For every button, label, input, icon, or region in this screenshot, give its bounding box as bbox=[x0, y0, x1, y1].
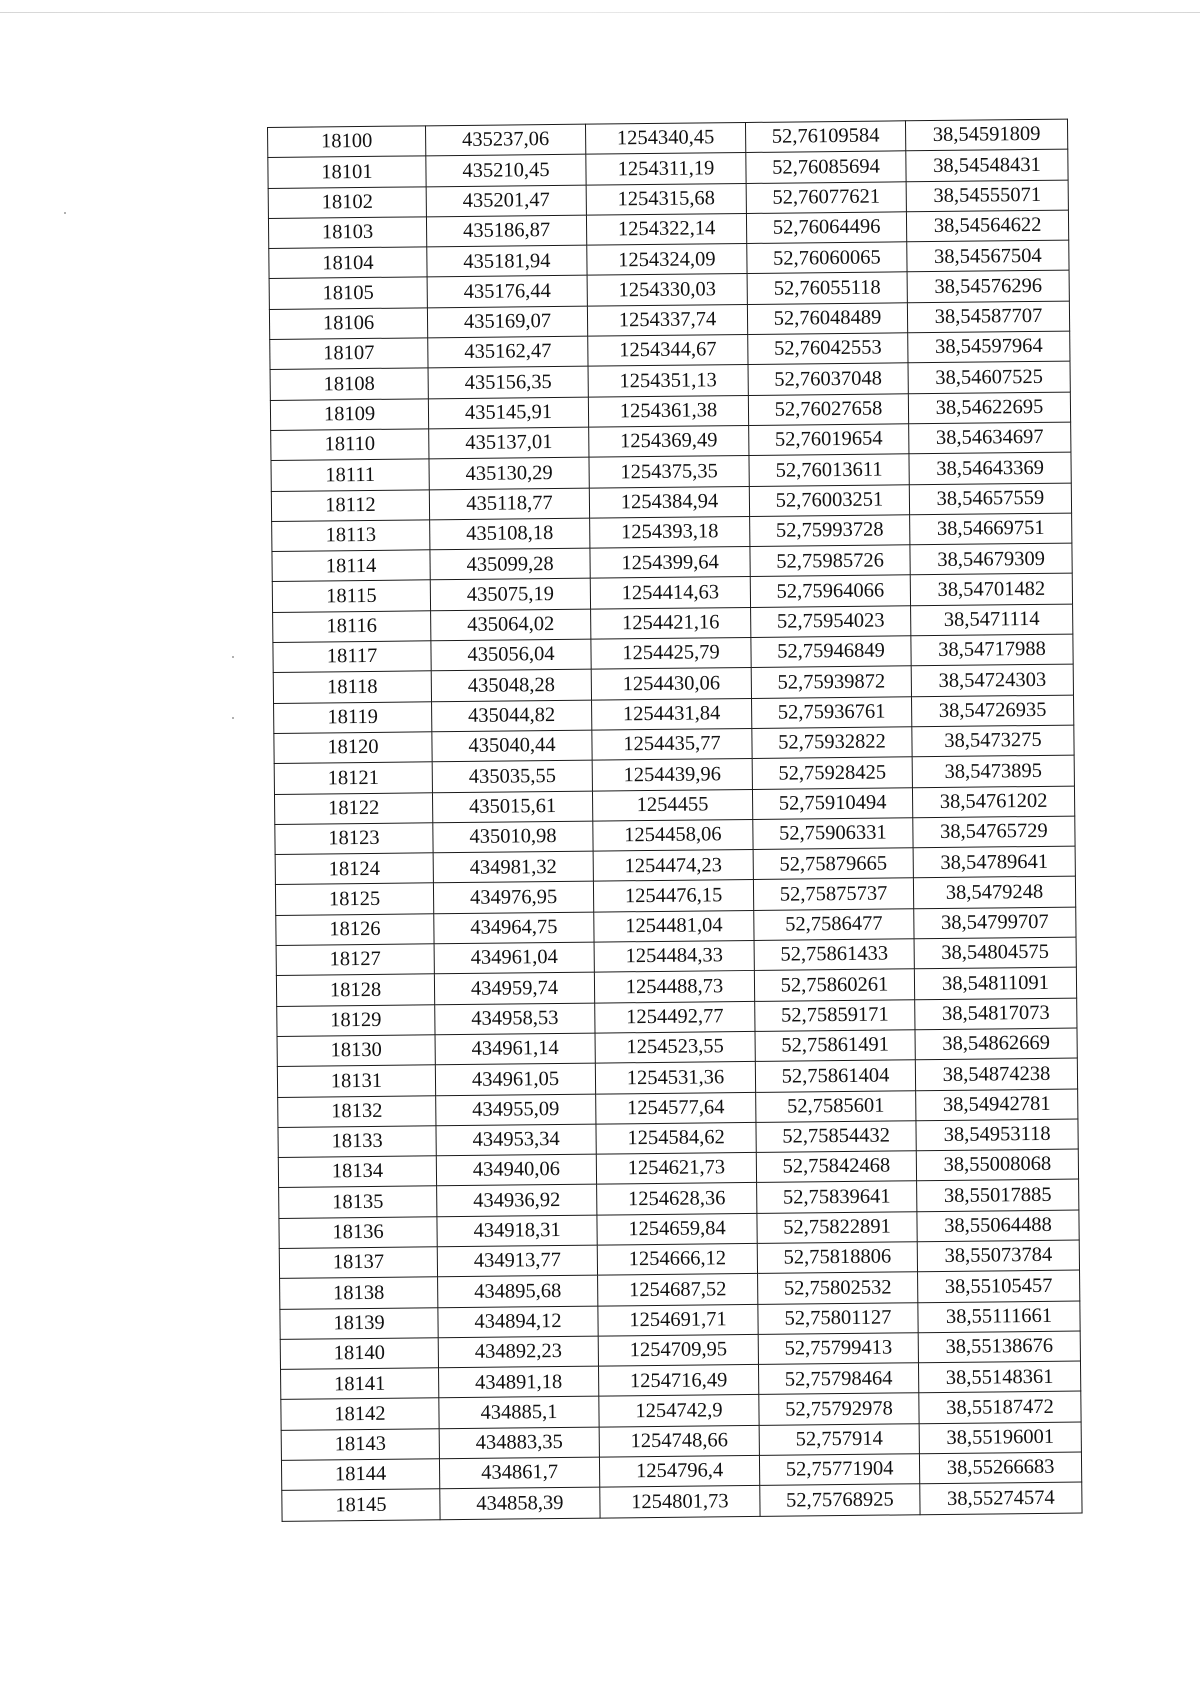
latitude-cell: 52,75993728 bbox=[750, 515, 910, 547]
y-coordinate-cell: 1254361,38 bbox=[588, 395, 748, 427]
longitude-cell: 38,54942781 bbox=[916, 1089, 1078, 1121]
y-coordinate-cell: 1254421,16 bbox=[591, 607, 751, 639]
coordinates-table-container bbox=[267, 119, 1082, 1522]
y-coordinate-cell: 1254716,49 bbox=[598, 1365, 758, 1397]
y-coordinate-cell: 1254523,55 bbox=[595, 1031, 755, 1063]
x-coordinate-cell: 434955,09 bbox=[436, 1094, 596, 1126]
y-coordinate-cell: 1254430,06 bbox=[591, 668, 751, 700]
latitude-cell: 52,75861491 bbox=[755, 1030, 915, 1062]
point-number-cell: 18130 bbox=[277, 1035, 435, 1067]
latitude-cell: 52,7585601 bbox=[756, 1090, 916, 1122]
longitude-cell: 38,54679309 bbox=[910, 543, 1072, 575]
point-number-cell: 18100 bbox=[268, 126, 426, 158]
latitude-cell: 52,75801127 bbox=[758, 1302, 918, 1334]
coordinates-table-body bbox=[268, 119, 1083, 1521]
latitude-cell: 52,75802532 bbox=[758, 1272, 918, 1304]
latitude-cell: 52,75879665 bbox=[753, 848, 913, 880]
x-coordinate-cell: 434958,53 bbox=[435, 1003, 595, 1035]
x-coordinate-cell: 435099,28 bbox=[430, 548, 590, 580]
x-coordinate-cell: 434961,04 bbox=[434, 942, 594, 974]
point-number-cell: 18104 bbox=[269, 247, 427, 279]
x-coordinate-cell: 434895,68 bbox=[438, 1275, 598, 1307]
y-coordinate-cell: 1254399,64 bbox=[590, 547, 750, 579]
y-coordinate-cell: 1254340,45 bbox=[585, 122, 745, 154]
y-coordinate-cell: 1254315,68 bbox=[586, 183, 746, 215]
latitude-cell: 52,75985726 bbox=[750, 545, 910, 577]
y-coordinate-cell: 1254659,84 bbox=[597, 1213, 757, 1245]
longitude-cell: 38,55266683 bbox=[919, 1452, 1081, 1484]
point-number-cell: 18123 bbox=[275, 823, 433, 855]
y-coordinate-cell: 1254458,06 bbox=[593, 819, 753, 851]
point-number-cell: 18125 bbox=[275, 883, 433, 915]
x-coordinate-cell: 435181,94 bbox=[427, 245, 587, 277]
y-coordinate-cell: 1254621,73 bbox=[596, 1153, 756, 1185]
longitude-cell: 38,54789641 bbox=[913, 846, 1075, 878]
y-coordinate-cell: 1254324,09 bbox=[587, 244, 747, 276]
latitude-cell: 52,76042553 bbox=[748, 333, 908, 365]
scan-speck bbox=[232, 656, 234, 658]
x-coordinate-cell: 434894,12 bbox=[438, 1306, 598, 1338]
point-number-cell: 18107 bbox=[270, 338, 428, 370]
longitude-cell: 38,54591809 bbox=[905, 119, 1067, 151]
latitude-cell: 52,76048489 bbox=[747, 303, 907, 335]
x-coordinate-cell: 435145,91 bbox=[428, 397, 588, 429]
longitude-cell: 38,54669751 bbox=[910, 513, 1072, 545]
point-number-cell: 18133 bbox=[278, 1126, 436, 1158]
x-coordinate-cell: 435040,44 bbox=[432, 730, 592, 762]
x-coordinate-cell: 435015,61 bbox=[432, 791, 592, 823]
point-number-cell: 18115 bbox=[272, 580, 430, 612]
x-coordinate-cell: 435118,77 bbox=[429, 488, 589, 520]
x-coordinate-cell: 435210,45 bbox=[426, 154, 586, 186]
scan-speck bbox=[232, 717, 234, 719]
point-number-cell: 18117 bbox=[273, 641, 431, 673]
longitude-cell: 38,54724303 bbox=[911, 664, 1073, 696]
point-number-cell: 18126 bbox=[276, 914, 434, 946]
latitude-cell: 52,75936761 bbox=[752, 696, 912, 728]
point-number-cell: 18132 bbox=[278, 1095, 436, 1127]
longitude-cell: 38,54607525 bbox=[908, 361, 1070, 393]
y-coordinate-cell: 1254431,84 bbox=[592, 698, 752, 730]
longitude-cell: 38,55196001 bbox=[919, 1422, 1081, 1454]
point-number-cell: 18103 bbox=[268, 217, 426, 249]
point-number-cell: 18102 bbox=[268, 186, 426, 218]
longitude-cell: 38,54811091 bbox=[914, 967, 1076, 999]
longitude-cell: 38,55105457 bbox=[918, 1270, 1080, 1302]
point-number-cell: 18128 bbox=[276, 974, 434, 1006]
x-coordinate-cell: 434964,75 bbox=[434, 912, 594, 944]
longitude-cell: 38,55274574 bbox=[920, 1482, 1082, 1514]
longitude-cell: 38,54862669 bbox=[915, 1028, 1077, 1060]
point-number-cell: 18144 bbox=[281, 1459, 439, 1491]
latitude-cell: 52,75946849 bbox=[751, 636, 911, 668]
latitude-cell: 52,76003251 bbox=[749, 484, 909, 516]
latitude-cell: 52,75798464 bbox=[758, 1363, 918, 1395]
longitude-cell: 38,55017885 bbox=[917, 1179, 1079, 1211]
latitude-cell: 52,76037048 bbox=[748, 363, 908, 395]
x-coordinate-cell: 435130,29 bbox=[429, 457, 589, 489]
point-number-cell: 18140 bbox=[280, 1338, 438, 1370]
x-coordinate-cell: 435064,02 bbox=[431, 609, 591, 641]
y-coordinate-cell: 1254425,79 bbox=[591, 638, 751, 670]
y-coordinate-cell: 1254474,23 bbox=[593, 850, 753, 882]
latitude-cell: 52,75875737 bbox=[753, 878, 913, 910]
longitude-cell: 38,54548431 bbox=[906, 149, 1068, 181]
point-number-cell: 18108 bbox=[270, 368, 428, 400]
latitude-cell: 52,75818806 bbox=[757, 1242, 917, 1274]
y-coordinate-cell: 1254455 bbox=[592, 789, 752, 821]
point-number-cell: 18114 bbox=[272, 550, 430, 582]
point-number-cell: 18143 bbox=[281, 1429, 439, 1461]
longitude-cell: 38,54817073 bbox=[915, 998, 1077, 1030]
longitude-cell: 38,54564622 bbox=[906, 210, 1068, 242]
longitude-cell: 38,54587707 bbox=[907, 301, 1069, 333]
latitude-cell: 52,76027658 bbox=[748, 393, 908, 425]
longitude-cell: 38,54567504 bbox=[907, 240, 1069, 272]
latitude-cell: 52,75822891 bbox=[757, 1211, 917, 1243]
y-coordinate-cell: 1254796,4 bbox=[599, 1455, 759, 1487]
x-coordinate-cell: 434918,31 bbox=[437, 1215, 597, 1247]
x-coordinate-cell: 434961,05 bbox=[435, 1063, 595, 1095]
longitude-cell: 38,54657559 bbox=[909, 483, 1071, 515]
latitude-cell: 52,75861404 bbox=[755, 1060, 915, 1092]
point-number-cell: 18131 bbox=[277, 1065, 435, 1097]
longitude-cell: 38,55111661 bbox=[918, 1301, 1080, 1333]
longitude-cell: 38,5471114 bbox=[911, 604, 1073, 636]
y-coordinate-cell: 1254337,74 bbox=[587, 304, 747, 336]
scan-speck bbox=[64, 212, 66, 214]
latitude-cell: 52,76085694 bbox=[746, 151, 906, 183]
latitude-cell: 52,76077621 bbox=[746, 181, 906, 213]
y-coordinate-cell: 1254384,94 bbox=[589, 486, 749, 518]
y-coordinate-cell: 1254476,15 bbox=[593, 880, 753, 912]
point-number-cell: 18124 bbox=[275, 853, 433, 885]
longitude-cell: 38,55064488 bbox=[917, 1210, 1079, 1242]
x-coordinate-cell: 434885,1 bbox=[439, 1397, 599, 1429]
longitude-cell: 38,55187472 bbox=[919, 1392, 1081, 1424]
point-number-cell: 18139 bbox=[280, 1307, 438, 1339]
point-number-cell: 18121 bbox=[274, 762, 432, 794]
point-number-cell: 18129 bbox=[277, 1004, 435, 1036]
point-number-cell: 18136 bbox=[279, 1216, 437, 1248]
longitude-cell: 38,55148361 bbox=[918, 1361, 1080, 1393]
y-coordinate-cell: 1254492,77 bbox=[595, 1001, 755, 1033]
latitude-cell: 52,75964066 bbox=[750, 575, 910, 607]
x-coordinate-cell: 434891,18 bbox=[439, 1366, 599, 1398]
longitude-cell: 38,54717988 bbox=[911, 634, 1073, 666]
longitude-cell: 38,54953118 bbox=[916, 1119, 1078, 1151]
y-coordinate-cell: 1254742,9 bbox=[599, 1395, 759, 1427]
y-coordinate-cell: 1254709,95 bbox=[598, 1334, 758, 1366]
y-coordinate-cell: 1254414,63 bbox=[590, 577, 750, 609]
x-coordinate-cell: 434936,92 bbox=[437, 1184, 597, 1216]
point-number-cell: 18138 bbox=[280, 1277, 438, 1309]
x-coordinate-cell: 435137,01 bbox=[429, 427, 589, 459]
longitude-cell: 38,54622695 bbox=[908, 392, 1070, 424]
y-coordinate-cell: 1254311,19 bbox=[586, 153, 746, 185]
y-coordinate-cell: 1254322,14 bbox=[586, 213, 746, 245]
longitude-cell: 38,55073784 bbox=[917, 1240, 1079, 1272]
latitude-cell: 52,76055118 bbox=[747, 272, 907, 304]
x-coordinate-cell: 435201,47 bbox=[426, 185, 586, 217]
x-coordinate-cell: 434959,74 bbox=[434, 972, 594, 1004]
latitude-cell: 52,75854432 bbox=[756, 1121, 916, 1153]
longitude-cell: 38,54765729 bbox=[913, 816, 1075, 848]
longitude-cell: 38,54597964 bbox=[908, 331, 1070, 363]
point-number-cell: 18120 bbox=[274, 732, 432, 764]
y-coordinate-cell: 1254691,71 bbox=[598, 1304, 758, 1336]
x-coordinate-cell: 434858,39 bbox=[440, 1487, 600, 1519]
longitude-cell: 38,5479248 bbox=[913, 876, 1075, 908]
latitude-cell: 52,76060065 bbox=[747, 242, 907, 274]
latitude-cell: 52,75928425 bbox=[752, 757, 912, 789]
y-coordinate-cell: 1254351,13 bbox=[588, 365, 748, 397]
y-coordinate-cell: 1254393,18 bbox=[590, 516, 750, 548]
x-coordinate-cell: 435035,55 bbox=[432, 760, 592, 792]
point-number-cell: 18109 bbox=[270, 398, 428, 430]
longitude-cell: 38,55008068 bbox=[916, 1149, 1078, 1181]
point-number-cell: 18127 bbox=[276, 944, 434, 976]
x-coordinate-cell: 435044,82 bbox=[432, 700, 592, 732]
latitude-cell: 52,757914 bbox=[759, 1424, 919, 1456]
x-coordinate-cell: 435056,04 bbox=[431, 639, 591, 671]
point-number-cell: 18118 bbox=[273, 671, 431, 703]
longitude-cell: 38,54874238 bbox=[915, 1058, 1077, 1090]
point-number-cell: 18110 bbox=[271, 429, 429, 461]
latitude-cell: 52,75792978 bbox=[759, 1393, 919, 1425]
longitude-cell: 38,5473895 bbox=[912, 755, 1074, 787]
y-coordinate-cell: 1254344,67 bbox=[588, 335, 748, 367]
latitude-cell: 52,75906331 bbox=[753, 818, 913, 850]
latitude-cell: 52,75932822 bbox=[752, 727, 912, 759]
point-number-cell: 18135 bbox=[279, 1186, 437, 1218]
latitude-cell: 52,75910494 bbox=[752, 787, 912, 819]
y-coordinate-cell: 1254628,36 bbox=[597, 1183, 757, 1215]
latitude-cell: 52,75859171 bbox=[755, 999, 915, 1031]
longitude-cell: 38,54643369 bbox=[909, 452, 1071, 484]
x-coordinate-cell: 435186,87 bbox=[426, 215, 586, 247]
latitude-cell: 52,75839641 bbox=[757, 1181, 917, 1213]
x-coordinate-cell: 435108,18 bbox=[430, 518, 590, 550]
scan-edge-line bbox=[0, 12, 1200, 13]
longitude-cell: 38,54555071 bbox=[906, 180, 1068, 212]
x-coordinate-cell: 434861,7 bbox=[439, 1457, 599, 1489]
x-coordinate-cell: 434961,14 bbox=[435, 1033, 595, 1065]
latitude-cell: 52,75860261 bbox=[754, 969, 914, 1001]
y-coordinate-cell: 1254484,33 bbox=[594, 940, 754, 972]
y-coordinate-cell: 1254801,73 bbox=[600, 1486, 760, 1518]
point-number-cell: 18101 bbox=[268, 156, 426, 188]
point-number-cell: 18141 bbox=[281, 1368, 439, 1400]
latitude-cell: 52,75861433 bbox=[754, 939, 914, 971]
x-coordinate-cell: 434892,23 bbox=[438, 1336, 598, 1368]
y-coordinate-cell: 1254481,04 bbox=[594, 910, 754, 942]
x-coordinate-cell: 435048,28 bbox=[431, 669, 591, 701]
longitude-cell: 38,54726935 bbox=[911, 695, 1073, 727]
x-coordinate-cell: 434883,35 bbox=[439, 1427, 599, 1459]
latitude-cell: 52,75842468 bbox=[756, 1151, 916, 1183]
point-number-cell: 18145 bbox=[282, 1489, 440, 1521]
longitude-cell: 38,54634697 bbox=[909, 422, 1071, 454]
y-coordinate-cell: 1254666,12 bbox=[597, 1243, 757, 1275]
y-coordinate-cell: 1254584,62 bbox=[596, 1122, 756, 1154]
x-coordinate-cell: 434976,95 bbox=[433, 882, 593, 914]
point-number-cell: 18106 bbox=[269, 308, 427, 340]
y-coordinate-cell: 1254577,64 bbox=[596, 1092, 756, 1124]
longitude-cell: 38,54804575 bbox=[914, 937, 1076, 969]
latitude-cell: 52,76064496 bbox=[746, 212, 906, 244]
x-coordinate-cell: 435162,47 bbox=[428, 336, 588, 368]
latitude-cell: 52,75771904 bbox=[759, 1454, 919, 1486]
x-coordinate-cell: 435010,98 bbox=[433, 821, 593, 853]
point-number-cell: 18111 bbox=[271, 459, 429, 491]
point-number-cell: 18119 bbox=[274, 701, 432, 733]
latitude-cell: 52,75768925 bbox=[760, 1484, 920, 1516]
x-coordinate-cell: 434940,06 bbox=[436, 1154, 596, 1186]
y-coordinate-cell: 1254330,03 bbox=[587, 274, 747, 306]
y-coordinate-cell: 1254375,35 bbox=[589, 456, 749, 488]
x-coordinate-cell: 435237,06 bbox=[425, 124, 585, 156]
point-number-cell: 18112 bbox=[271, 489, 429, 521]
latitude-cell: 52,76013611 bbox=[749, 454, 909, 486]
latitude-cell: 52,76019654 bbox=[749, 424, 909, 456]
point-number-cell: 18137 bbox=[279, 1247, 437, 1279]
point-number-cell: 18134 bbox=[278, 1156, 436, 1188]
x-coordinate-cell: 434953,34 bbox=[436, 1124, 596, 1156]
point-number-cell: 18113 bbox=[272, 520, 430, 552]
y-coordinate-cell: 1254748,66 bbox=[599, 1425, 759, 1457]
latitude-cell: 52,75939872 bbox=[751, 666, 911, 698]
latitude-cell: 52,75954023 bbox=[751, 606, 911, 638]
point-number-cell: 18122 bbox=[274, 792, 432, 824]
longitude-cell: 38,54799707 bbox=[914, 907, 1076, 939]
y-coordinate-cell: 1254439,96 bbox=[592, 759, 752, 791]
latitude-cell: 52,7586477 bbox=[754, 908, 914, 940]
longitude-cell: 38,55138676 bbox=[918, 1331, 1080, 1363]
y-coordinate-cell: 1254488,73 bbox=[594, 971, 754, 1003]
x-coordinate-cell: 435075,19 bbox=[430, 579, 590, 611]
y-coordinate-cell: 1254435,77 bbox=[592, 728, 752, 760]
point-number-cell: 18105 bbox=[269, 277, 427, 309]
point-number-cell: 18142 bbox=[281, 1398, 439, 1430]
point-number-cell: 18116 bbox=[273, 611, 431, 643]
y-coordinate-cell: 1254531,36 bbox=[595, 1062, 755, 1094]
longitude-cell: 38,54576296 bbox=[907, 271, 1069, 303]
latitude-cell: 52,75799413 bbox=[758, 1333, 918, 1365]
x-coordinate-cell: 435176,44 bbox=[427, 276, 587, 308]
x-coordinate-cell: 435156,35 bbox=[428, 367, 588, 399]
x-coordinate-cell: 435169,07 bbox=[427, 306, 587, 338]
longitude-cell: 38,5473275 bbox=[912, 725, 1074, 757]
y-coordinate-cell: 1254687,52 bbox=[598, 1274, 758, 1306]
longitude-cell: 38,54761202 bbox=[912, 786, 1074, 818]
coordinates-table bbox=[267, 119, 1083, 1522]
x-coordinate-cell: 434981,32 bbox=[433, 851, 593, 883]
x-coordinate-cell: 434913,77 bbox=[437, 1245, 597, 1277]
latitude-cell: 52,76109584 bbox=[745, 121, 905, 153]
longitude-cell: 38,54701482 bbox=[910, 574, 1072, 606]
y-coordinate-cell: 1254369,49 bbox=[589, 425, 749, 457]
